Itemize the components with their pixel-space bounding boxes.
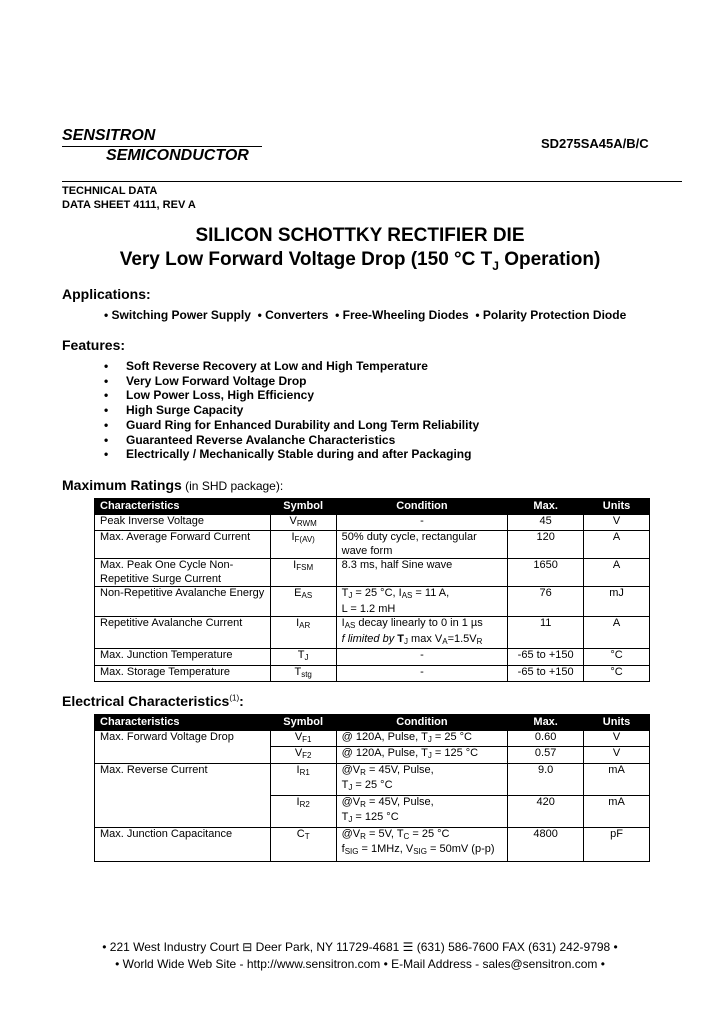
cell-max: -65 to +150 xyxy=(508,665,584,682)
subtitle-text: Very Low Forward Voltage Drop (150 °C T xyxy=(119,249,493,270)
company-name-line2: SEMICONDUCTOR xyxy=(106,147,249,164)
table-row xyxy=(95,617,650,649)
footer-web: • World Wide Web Site - http://www.sensitron.com • E-Mail Address - sales@sensitron.com • xyxy=(115,957,605,971)
column-header: Symbol xyxy=(270,499,336,515)
subtitle-sub: J xyxy=(492,258,499,273)
column-header: Characteristics xyxy=(95,715,271,731)
data-sheet-label: DATA SHEET 4111, REV A xyxy=(62,199,196,211)
max-ratings-heading: Maximum Ratings (in SHD package): xyxy=(62,477,284,493)
cell-unit: A xyxy=(584,559,650,587)
cell-max: 45 xyxy=(508,514,584,531)
cell-symbol: Tstg xyxy=(270,665,336,682)
table-row xyxy=(95,649,650,666)
cell-condition: 50% duty cycle, rectangular wave form xyxy=(336,531,508,559)
header-rule xyxy=(62,181,682,182)
table-row xyxy=(95,827,650,861)
company-name-line1: SENSITRON xyxy=(62,127,156,144)
table-row xyxy=(95,531,650,559)
cell-max: -65 to +150 xyxy=(508,649,584,666)
part-number: SD275SA45A/B/C xyxy=(541,136,649,151)
cell-unit: V xyxy=(584,730,650,747)
cell-unit: A xyxy=(584,617,650,649)
application-item: Free-Wheeling Diodes xyxy=(342,308,469,322)
technical-data-label: TECHNICAL DATA xyxy=(62,185,158,197)
column-header: Max. xyxy=(508,715,584,731)
cell-unit: V xyxy=(584,514,650,531)
cell-characteristic: Max. Peak One Cycle Non-Repetitive Surge Current xyxy=(95,559,271,587)
cell-characteristic: Max. Forward Voltage Drop xyxy=(95,730,271,763)
electrical-heading: Electrical Characteristics$^{(1)}$: xyxy=(62,693,244,709)
cell-unit: V xyxy=(584,747,650,764)
cell-characteristic: Max. Storage Temperature xyxy=(95,665,271,682)
table-row xyxy=(95,587,650,617)
cell-characteristic: Max. Junction Temperature xyxy=(95,649,271,666)
page-title: SILICON SCHOTTKY RECTIFIER DIE xyxy=(195,225,525,246)
feature-item: • Electrically / Mechanically Stable during and after Packaging xyxy=(104,447,472,462)
column-header: Condition xyxy=(336,499,508,515)
table-row xyxy=(95,730,650,747)
cell-condition: @VR = 45V, Pulse, TJ = 125 °C xyxy=(336,795,508,827)
cell-symbol: IFSM xyxy=(270,559,336,587)
cell-condition: IAS decay linearly to 0 in 1 µs f limited by TJ max VA=1.5VR xyxy=(336,617,508,649)
cell-max: 9.0 xyxy=(508,763,584,795)
application-item: Polarity Protection Diode xyxy=(482,308,627,322)
cell-characteristic: Max. Reverse Current xyxy=(95,763,271,827)
max-ratings-table xyxy=(94,498,650,682)
table-row xyxy=(95,514,650,531)
cell-characteristic: Peak Inverse Voltage xyxy=(95,514,271,531)
cell-symbol: CT xyxy=(270,827,336,861)
cell-condition: @ 120A, Pulse, TJ = 25 °C xyxy=(336,730,508,747)
cell-max: 11 xyxy=(508,617,584,649)
cell-unit: A xyxy=(584,531,650,559)
cell-symbol: IAR xyxy=(270,617,336,649)
subtitle-text-end: Operation) xyxy=(498,249,601,270)
table-row xyxy=(95,763,650,795)
cell-characteristic: Max. Average Forward Current xyxy=(95,531,271,559)
cell-unit: mA xyxy=(584,763,650,795)
column-header: Units xyxy=(584,715,650,731)
feature-item: • Low Power Loss, High Efficiency xyxy=(104,388,315,403)
document-info xyxy=(62,184,196,212)
feature-item: • Soft Reverse Recovery at Low and High Temperature xyxy=(104,359,428,373)
table-header-row xyxy=(95,715,650,731)
cell-condition: @VR = 5V, TC = 25 °C fSIG = 1MHz, VSIG = 50mV (p-p) xyxy=(336,827,508,861)
column-header: Max. xyxy=(508,499,584,515)
cell-unit: °C xyxy=(584,665,650,682)
column-header: Units xyxy=(584,499,650,515)
cell-max: 4800 xyxy=(508,827,584,861)
application-item: Converters xyxy=(265,308,329,322)
cell-symbol: EAS xyxy=(270,587,336,617)
cell-symbol: VF2 xyxy=(270,747,336,764)
table-row xyxy=(95,665,650,682)
feature-item: • High Surge Capacity xyxy=(104,403,244,418)
column-header: Symbol xyxy=(270,715,336,731)
cell-max: 0.57 xyxy=(508,747,584,764)
cell-symbol: TJ xyxy=(270,649,336,666)
cell-characteristic: Repetitive Avalanche Current xyxy=(95,617,271,649)
features-heading: Features: xyxy=(62,337,126,353)
feature-item: • Very Low Forward Voltage Drop xyxy=(104,373,307,388)
cell-condition: TJ = 25 °C, IAS = 11 A, L = 1.2 mH xyxy=(336,587,508,617)
feature-item: • Guard Ring for Enhanced Durability and Long Term Reliability xyxy=(104,417,480,432)
application-item: Switching Power Supply xyxy=(111,308,251,322)
cell-condition: @VR = 45V, Pulse, TJ = 25 °C xyxy=(336,763,508,795)
cell-max: 76 xyxy=(508,587,584,617)
cell-unit: mJ xyxy=(584,587,650,617)
cell-unit: °C xyxy=(584,649,650,666)
cell-symbol: VRWM xyxy=(270,514,336,531)
cell-condition: - xyxy=(336,665,508,682)
cell-symbol: IF(AV) xyxy=(270,531,336,559)
cell-characteristic: Non-Repetitive Avalanche Energy xyxy=(95,587,271,617)
cell-condition: @ 120A, Pulse, TJ = 125 °C xyxy=(336,747,508,764)
column-header: Condition xyxy=(336,715,508,731)
cell-max: 420 xyxy=(508,795,584,827)
cell-max: 1650 xyxy=(508,559,584,587)
footer-address: • 221 West Industry Court ⊟ Deer Park, NY 11729-4681 ☰ (631) 586-7600 FAX (631) 242-9798 • xyxy=(102,940,618,954)
features-list xyxy=(104,359,479,462)
cell-symbol: IR1 xyxy=(270,763,336,795)
cell-condition: 8.3 ms, half Sine wave xyxy=(336,559,508,587)
cell-symbol: IR2 xyxy=(270,795,336,827)
page-subtitle xyxy=(0,249,720,273)
cell-symbol: VF1 xyxy=(270,730,336,747)
applications-list: • Switching Power Supply • Converters • Free-Wheeling Diodes • Polarity Protection Diode xyxy=(104,308,627,322)
feature-item: • Guaranteed Reverse Avalanche Characteristics xyxy=(104,432,396,447)
electrical-table xyxy=(94,714,650,862)
cell-unit: mA xyxy=(584,795,650,827)
cell-unit: pF xyxy=(584,827,650,861)
column-header: Characteristics xyxy=(95,499,271,515)
cell-max: 0.60 xyxy=(508,730,584,747)
table-header-row xyxy=(95,499,650,515)
applications-heading: Applications: xyxy=(62,286,151,302)
cell-condition: - xyxy=(336,649,508,666)
cell-max: 120 xyxy=(508,531,584,559)
table-row xyxy=(95,559,650,587)
cell-characteristic: Max. Junction Capacitance xyxy=(95,827,271,861)
cell-condition: - xyxy=(336,514,508,531)
